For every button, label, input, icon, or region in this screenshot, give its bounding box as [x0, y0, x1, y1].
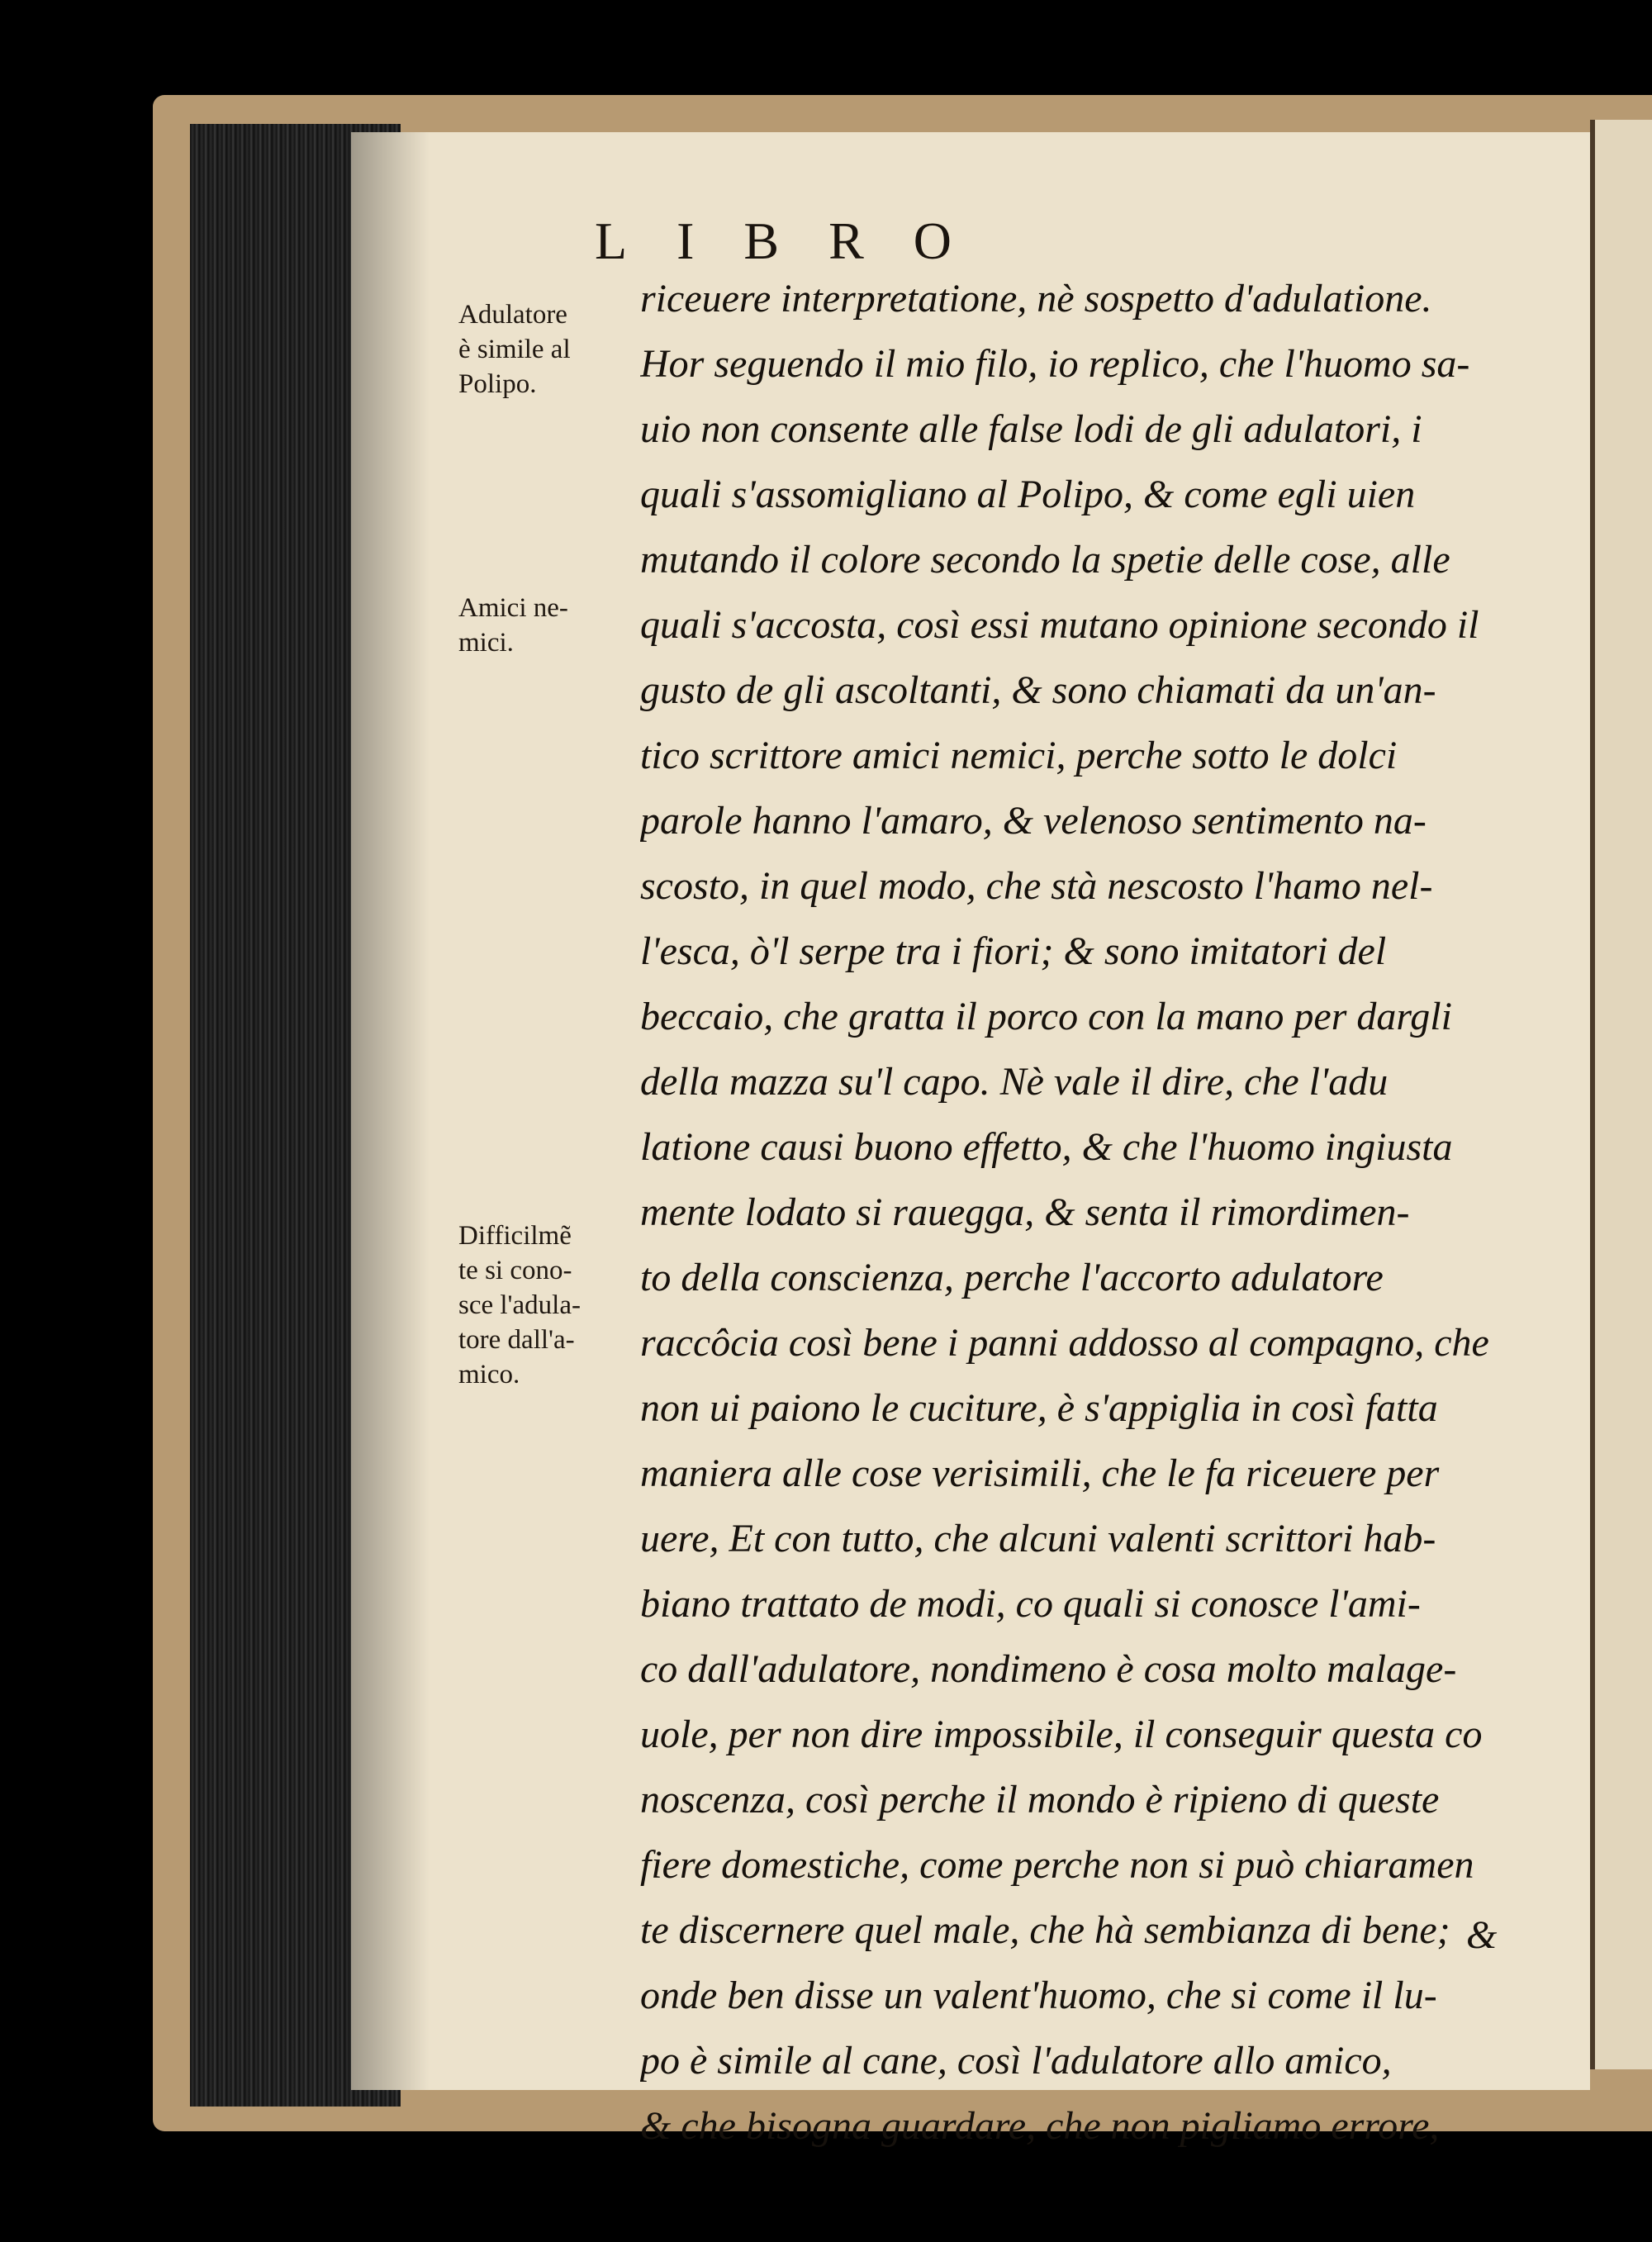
gutter-shadow: [351, 132, 430, 2090]
text-line: quali s'assomigliano al Polipo, & come egli uien: [640, 473, 1416, 516]
text-line: latione causi buono effetto, & che l'huomo ingiusta: [640, 1125, 1453, 1169]
text-line: biano trattato de modi, co quali si conosce l'ami-: [640, 1582, 1421, 1626]
text-line: non ui paiono le cuciture, è s'appiglia in così fatta: [640, 1386, 1438, 1430]
text-line: po è simile al cane, così l'adulatore allo amico,: [640, 2039, 1392, 2083]
marginal-note-line: è simile al: [458, 335, 571, 364]
marginal-note-amici: [458, 591, 644, 660]
text-line: co dall'adulatore, nondimeno è cosa molto malage-: [640, 1647, 1457, 1691]
text-line: uio non consente alle false lodi de gli adulatori, i: [640, 407, 1422, 451]
text-line: mente lodato si rauegga, & senta il rimordimen-: [640, 1190, 1410, 1234]
text-line: gusto de gli ascoltanti, & sono chiamati da un'an-: [640, 668, 1436, 712]
text-line: della mazza su'l capo. Nè vale il dire, che l'adu: [640, 1060, 1389, 1104]
text-line: uole, per non dire impossibile, il conseguir questa co: [640, 1712, 1483, 1756]
text-line: riceuere interpretatione, nè sospetto d'adulatione.: [640, 277, 1432, 321]
marginal-note-line: te si cono-: [458, 1256, 572, 1285]
text-line: scosto, in quel modo, che stà nescosto l'hamo nel-: [640, 864, 1433, 908]
marginal-note-line: Adulatore: [458, 300, 567, 330]
marginal-note-difficilmente: [458, 1218, 644, 1392]
text-line: to della conscienza, perche l'accorto adulatore: [640, 1256, 1384, 1299]
marginal-note-line: tore dall'a-: [458, 1325, 575, 1355]
text-line: & che bisogna guardare, che non pigliamo errore,: [640, 2104, 1440, 2148]
text-line: l'esca, ò'l serpe tra i fiori; & sono imitatori del: [640, 929, 1387, 973]
text-line: mutando il colore secondo la spetie delle cose, alle: [640, 538, 1450, 582]
main-text-block: [640, 266, 1590, 2159]
text-line: raccôcia così bene i panni addosso al compagno, che: [640, 1321, 1489, 1365]
text-line: Hor seguendo il mio filo, io replico, che l'huomo sa-: [640, 342, 1470, 386]
text-line: onde ben disse un valent'huomo, che si come il lu-: [640, 1974, 1437, 2017]
marginal-note-line: Polipo.: [458, 369, 537, 399]
running-head: LIBRO: [595, 211, 1001, 270]
text-line: maniera alle cose verisimili, che le fa riceuere per: [640, 1451, 1440, 1495]
text-line: quali s'accosta, così essi mutano opinione secondo il: [640, 603, 1479, 647]
text-line: uere, Et con tutto, che alcuni valenti scrittori hab-: [640, 1517, 1436, 1560]
text-line: fiere domestiche, come perche non si può chiaramen: [640, 1843, 1474, 1887]
marginal-note-adulatore: [458, 297, 644, 401]
marginal-note-line: sce l'adula-: [458, 1290, 581, 1320]
marginal-note-line: mico.: [458, 1360, 520, 1389]
text-line: te discernere quel male, che hà sembianza di bene;: [640, 1908, 1450, 1952]
marginal-note-line: Difficilmẽ: [458, 1221, 572, 1251]
text-line: beccaio, che gratta il porco con la mano per dargli: [640, 995, 1452, 1038]
marginal-note-line: Amici ne-: [458, 593, 568, 623]
text-line: parole hanno l'amaro, & velenoso sentimento na-: [640, 799, 1427, 843]
text-line: noscenza, così perche il mondo è ripieno di queste: [640, 1778, 1440, 1822]
marginal-note-line: mici.: [458, 628, 514, 658]
catchword: &: [1466, 1913, 1498, 1957]
text-line: tico scrittore amici nemici, perche sotto le dolci: [640, 734, 1398, 777]
facing-page-edge: [1590, 120, 1652, 2069]
